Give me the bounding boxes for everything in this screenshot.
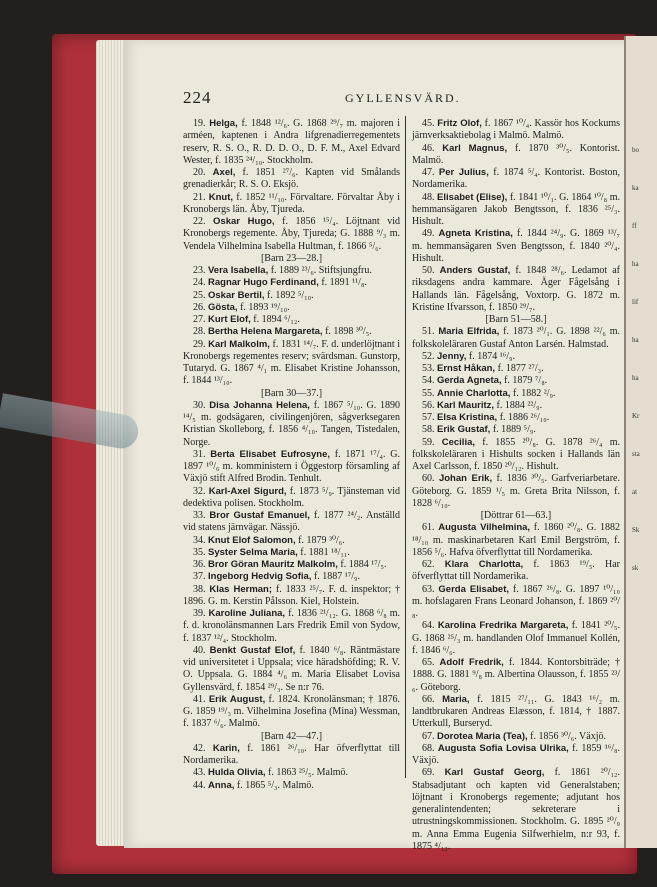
entry-name: Gerda Elisabet, <box>438 583 509 595</box>
entry-number: 26. <box>193 301 208 313</box>
entry-number: 52. <box>422 350 437 362</box>
entry-text: f. 1889 ²³/₆. Stiftsjungfru. <box>268 265 372 276</box>
entry-name: Kurt Elof, <box>208 314 251 325</box>
entry-name: Maria Elfrida, <box>438 326 500 338</box>
entry-number: 60. <box>422 473 439 485</box>
entry-number: 69. <box>422 767 445 779</box>
entry-number: 39. <box>193 608 209 619</box>
entry-number: 49. <box>422 228 439 240</box>
genealogy-entry <box>412 118 620 143</box>
entry-number: 19. <box>193 118 210 129</box>
entry-text: f. 1874 ¹⁶/₉. <box>466 350 515 362</box>
genealogy-entry <box>412 694 620 731</box>
entry-number: 41. <box>193 693 209 705</box>
genealogy-entry <box>183 780 400 792</box>
genealogy-entry <box>183 510 400 535</box>
genealogy-entry <box>412 731 620 743</box>
entry-text: f. 1824. Kronolänsman; † 1876. G. 1859 ¹⁹/₃ m. Vilhelmina Josefina (Mina) Wessman, f. 1837 ⁶/₆. Malmö. <box>183 693 400 730</box>
entry-name: Klas Herman; <box>209 583 273 595</box>
entry-name: Augusta Sofia Lovisa Ulrika, <box>437 742 569 754</box>
genealogy-entry <box>412 265 620 314</box>
entry-name: Karl Malkolm, <box>208 338 270 350</box>
entry-name: Karoline Juliana, <box>208 608 286 619</box>
genealogy-entry <box>183 277 400 289</box>
page-number: 224 <box>183 88 212 107</box>
entry-text: f. 1871 ¹⁷/₄. G. 1897 ¹⁰/₆ m. komministern i Öggestorp församling af Växjö stift Alfred Brodin. Tenhult. <box>183 448 400 485</box>
genealogy-entry <box>183 400 400 449</box>
entry-name: Jenny, <box>437 350 467 362</box>
entry-name: Karl Magnus, <box>442 142 508 154</box>
entry-number: 56. <box>422 399 437 411</box>
genealogy-entry <box>412 473 620 510</box>
entry-text: f. 1877 ²⁷/₃. <box>495 363 544 374</box>
entry-text: f. 1889 ⁵/₉. <box>490 424 536 436</box>
genealogy-entry <box>412 743 620 768</box>
running-head: GYLLENSVÄRD. <box>345 91 461 105</box>
genealogy-entry <box>183 645 400 694</box>
entry-number: 51. <box>422 326 439 338</box>
entry-number: 45. <box>422 118 438 129</box>
facing-page-text-fragment: ff <box>632 222 637 230</box>
genealogy-entry <box>412 143 620 168</box>
facing-page-text-fragment: ka <box>632 184 639 192</box>
entry-text: f. 1881 ¹⁸/₁₁. <box>297 546 350 558</box>
genealogy-entry <box>412 559 620 584</box>
entry-text: f. 1877 ²⁴/₂. Anställd vid statens järnvägar. Nässjö. <box>183 510 400 534</box>
entry-name: Gerda Agneta, <box>437 375 502 387</box>
entry-text: f. 1884 ¹⁷/₅. <box>337 559 387 570</box>
genealogy-entry <box>183 314 400 326</box>
right-column <box>412 118 621 852</box>
entry-name: Annie Charlotta, <box>437 387 511 399</box>
genealogy-entry <box>183 547 400 559</box>
facing-page-text-fragment: Sk <box>632 526 640 534</box>
entry-number: 32. <box>193 485 209 497</box>
entry-name: Berta Elisabet Eufrosyne, <box>210 448 330 460</box>
genealogy-entry <box>183 290 400 302</box>
entry-text: f. 1867 ⁵/₁₀. G. 1890 ¹⁴/₅ m. godsägaren, civilingenjören, sågverksegaren Kristian Skolleborg, f. 1856 ⁴/₁₀. Tangen, Tistedalen, Norge. <box>183 399 400 448</box>
facing-page-text-fragment: bo <box>632 146 639 154</box>
entry-number: 59. <box>422 436 442 448</box>
entry-text: f. 1873 ⁵/₉. Tjänsteman vid dedektiva polisen. Stockholm. <box>183 485 401 509</box>
genealogy-entry <box>183 767 400 779</box>
entry-name: Ragnar Hugo Ferdinand, <box>208 277 319 289</box>
entry-number: 50. <box>422 265 440 276</box>
entry-number: 55. <box>422 387 437 399</box>
entry-text: f. 1831 ¹⁴/₇. F. d. underlöjtnant i Kronobergs regementes reserv; svärdsman. Gunstorp, Tutaryd. G. 1867 ⁴/₁ m. Elisabet Kristine Johansson, f. 1844 ¹³/₁₀. <box>183 338 400 387</box>
entry-number: 65. <box>422 657 440 668</box>
entry-number: 62. <box>422 559 445 570</box>
children-range-marker: [Barn 42—47.] <box>260 730 323 742</box>
entry-name: Johan Erik, <box>438 473 493 485</box>
entry-text: f. 1873 ²⁰/₁. G. 1898 ²²/₆ m. folkskoleläraren Gustaf Anton Larsén. Halmstad. <box>412 326 620 350</box>
entry-text: f. 1833 ²⁵/₇. F. d. inspektor; † 1896. G. m. Kerstin Pålsson. Kiel, Holstein. <box>183 583 400 607</box>
genealogy-entry <box>183 192 400 217</box>
entry-name: Bertha Helena Margareta, <box>208 326 323 338</box>
entry-name: Karl Mauritz, <box>437 399 495 411</box>
entry-text: f. 1874 ⁵/₄. Kontorist. Boston, Nordamerika. <box>412 167 620 191</box>
entry-number: 47. <box>422 167 439 178</box>
genealogy-entry <box>412 620 620 657</box>
entry-text: f. 1844 ²⁴/₉. G. 1869 ¹³/₇ m. hemmansägaren Sven Bengtsson, f. 1840 ²⁰/₄. Hishult. <box>412 228 620 264</box>
entry-name: Augusta Vilhelmina, <box>438 522 531 534</box>
genealogy-entry <box>183 265 400 277</box>
entry-name: Dorotea Maria (Tea), <box>437 730 528 742</box>
entry-number: 44. <box>193 779 208 791</box>
facing-page-text-fragment: ha <box>632 260 639 268</box>
entry-number: 36. <box>193 559 208 570</box>
entry-name: Fritz Olof, <box>437 118 482 129</box>
entry-name: Maria, <box>442 693 470 705</box>
genealogy-entry <box>412 326 620 351</box>
entry-number: 34. <box>193 534 208 546</box>
entry-text: f. 1851 ²⁷/₆. Kapten vid Smålands grenadierkår; R. S. O. Eksjö. <box>183 167 401 191</box>
entry-name: Anders Gustaf, <box>439 265 511 276</box>
genealogy-entry <box>412 424 620 436</box>
entry-text: f. 1867 ¹⁰/₄. Kassör hos Kockums järnverksaktiebolag i Malmö. Malmö. <box>412 118 621 142</box>
genealogy-entry <box>412 192 620 229</box>
entry-number: 67. <box>422 730 437 742</box>
genealogy-entry <box>412 522 620 559</box>
column-divider <box>405 116 406 778</box>
facing-page-text-fragment: lif <box>632 298 639 306</box>
entry-text: f. 1848 ²⁸/₆. Ledamot af riksdagens andra kammare. Äger Fågelsång i Hallands län. Fågelsång, Voxtorp. G. 1872 m. Kristine Ifvarsson, f. 1850 ²⁹/₇. <box>412 265 620 313</box>
entry-name: Bror Göran Mauritz Malkolm, <box>208 559 338 570</box>
facing-page-text-fragment: ha <box>632 374 639 382</box>
entry-text: f. 1894 ⁶/₁₂. <box>250 314 300 325</box>
entry-number: 61. <box>422 522 439 534</box>
entry-name: Karolina Fredrika Margareta, <box>437 620 569 632</box>
genealogy-entry <box>412 167 620 192</box>
genealogy-entry <box>412 351 620 363</box>
facing-page-text-fragment: Kr <box>632 412 640 420</box>
entry-text: f. 1848 ¹²/₆. G. 1868 ²⁹/₇ m. majoren i arméen, kaptenen i Andra lifgrenadierregementets reserv, R. S. O., R. D. D. O., D. F. M., Axel Edvard Wester, f. 1835 ²⁴/₁₀. Stockholm. <box>183 118 401 166</box>
entry-text: f. 1898 ³⁰/₅. <box>322 326 372 338</box>
entry-number: 53. <box>422 363 437 374</box>
genealogy-entry <box>183 167 400 192</box>
entry-name: Karl Gustaf Georg, <box>444 767 545 779</box>
entry-text: f. 1870 ³⁰/₅. Kontorist. Malmö. <box>412 142 621 166</box>
page-header <box>183 88 613 110</box>
entry-number: 24. <box>193 277 208 289</box>
entry-name: Oskar Bertil, <box>208 289 265 301</box>
entry-number: 37. <box>193 571 208 583</box>
entry-number: 68. <box>422 742 438 754</box>
entry-number: 35. <box>193 546 208 558</box>
entry-text: f. 1893 ¹⁹/₁₀. <box>237 301 290 313</box>
entry-name: Agneta Kristina, <box>438 228 513 240</box>
genealogy-entry <box>183 449 400 486</box>
entry-text: f. 1859 ¹⁶/₈. Växjö. <box>412 742 620 766</box>
entry-name: Oskar Hugo, <box>213 216 275 227</box>
genealogy-entry <box>412 412 620 424</box>
entry-text: f. 1844. Kontorsbiträde; † 1888. G. 1881 ⁹/₈ m. Albertina Olausson, f. 1855 ²³/₆. Göteborg. <box>412 657 620 693</box>
entry-text: f. 1861 ²⁰/₁₂. Stabsadjutant och kapten vid Generalstaben; löjtnant i Kronobergs regemente; adjutant hos generalintendenten; sekreterare i utrustningskommissionen. Stockholm. G. 1895 ²⁰/₉ m. Anna Emma Eugenia Silfwerhielm, n:r 93, f. 1875 ⁴/₁₂. <box>412 767 620 852</box>
entry-name: Cecilia, <box>441 436 476 448</box>
entry-name: Vera Isabella, <box>208 265 269 276</box>
entry-number: 46. <box>422 142 443 154</box>
entry-text: f. 1863 ²⁵/₅. Malmö. <box>265 767 349 779</box>
genealogy-entry <box>183 571 400 583</box>
genealogy-entry <box>183 339 400 388</box>
entry-text: f. 1852 ¹¹/₁₀. Förvaltare. Förvaltar Åby i Kronobergs län. Åby, Tjureda. <box>183 191 401 215</box>
entry-name: Bror Gustaf Emanuel, <box>209 510 310 521</box>
genealogy-entry <box>183 694 400 731</box>
entry-text: f. 1867 ²⁶/₈. G. 1897 ¹⁰/₁₀ m. hofslagaren Frans Leonard Johanson, f. 1869 ²⁰/₈. <box>412 583 621 619</box>
entry-number: 29. <box>193 338 209 350</box>
entry-text: f. 1836 ³⁰/₅. Garfveriarbetare. Göteborg. G. 1859 ¹/₅ m. Greta Brita Nilsson, f. 1828 ⁶/₁₀. <box>412 473 620 509</box>
facing-page-edge <box>624 36 657 848</box>
entry-name: Elisabet (Elise), <box>437 191 508 203</box>
entry-text: f. 1856 ³⁰/₆. Växjö. <box>527 730 606 742</box>
genealogy-entry <box>412 767 620 853</box>
entry-name: Hulda Olivia, <box>208 767 266 779</box>
entry-name: Karl-Axel Sigurd, <box>208 485 287 497</box>
entry-name: Benkt Gustaf Elof, <box>209 644 296 656</box>
genealogy-entry <box>183 743 400 768</box>
entry-name: Per Julius, <box>438 167 489 178</box>
genealogy-entry <box>183 608 400 645</box>
entry-name: Knut, <box>208 191 234 203</box>
entry-name: Axel, <box>212 167 236 178</box>
entry-text: f. 1815 ²⁷/₁₁. G. 1843 ¹⁶/₂ m. landtbrukaren Andreas Elæsson, f. 1814, † 1887. Utterkull, Burseryd. <box>412 693 620 730</box>
entry-text: f. 1860 ²⁰/₈. G. 1882 ¹⁸/₁₀ m. maskinarbetaren Karl Emil Bergström, f. 1856 ⁵/₆. Hafva öfverflyttat till Nordamerika. <box>412 522 621 558</box>
entry-text: f. 1841 ²⁰/₅. G. 1868 ²⁵/₃ m. handlanden Olof Immanuel Kollén, f. 1846 ⁶/₆. <box>412 620 620 656</box>
entry-number: 28. <box>193 326 208 338</box>
genealogy-entry <box>412 657 620 694</box>
entry-text: f. 1879 ⁷/₈. <box>501 375 548 387</box>
entry-number: 30. <box>193 399 210 411</box>
genealogy-entry <box>183 326 400 338</box>
entry-text: f. 1884 ²²/₉. <box>494 399 543 411</box>
genealogy-entry <box>412 375 620 387</box>
entry-name: Karin, <box>212 742 240 754</box>
entry-number: 25. <box>193 289 208 301</box>
facing-page-text-fragment: sta <box>632 450 640 458</box>
entry-number: 31. <box>193 448 211 460</box>
entry-number: 20. <box>193 167 213 178</box>
entry-name: Knut Elof Salomon, <box>208 534 296 546</box>
entry-name: Erik August, <box>208 693 266 705</box>
genealogy-entry <box>183 535 400 547</box>
genealogy-entry <box>183 486 400 511</box>
left-column <box>183 118 401 791</box>
entry-name: Helga, <box>209 118 238 129</box>
entry-number: 22. <box>193 216 214 227</box>
entry-text: f. 1865 ⁵/₃. Malmö. <box>234 779 314 791</box>
entry-text: f. 1863 ¹⁹/₅. Har öfverflyttat till Nordamerika. <box>412 559 620 583</box>
entry-name: Ernst Håkan, <box>437 363 496 374</box>
entry-number: 33. <box>193 510 210 521</box>
facing-page-text-fragment: sk <box>632 564 639 572</box>
entry-number: 64. <box>422 620 438 632</box>
entry-name: Adolf Fredrik, <box>439 657 504 668</box>
entry-number: 63. <box>422 583 439 595</box>
entry-name: Syster Selma Maria, <box>208 546 298 558</box>
entry-number: 66. <box>422 693 443 705</box>
entry-number: 42. <box>193 742 213 754</box>
entry-text: f. 1855 ²⁰/₈. G. 1878 ²⁶/₄ m. folkskoleläraren i Hishults socken i Hallands län Axel Carlsson, f. 1850 ²⁰/₁₂. Hishult. <box>412 436 620 472</box>
children-range-marker: [Barn 51—58.] <box>485 314 547 325</box>
genealogy-entry <box>412 400 620 412</box>
entry-text: f. 1856 ¹⁵/₄. Löjtnant vid Kronobergs regemente. Åby, Tjureda; G. 1888 ⁹/₃ m. Vendela Vilhelmina Isabella Hultman, f. 1866 ⁵/₆. <box>183 216 400 252</box>
entry-number: 21. <box>193 191 209 203</box>
children-range-marker: [Barn 23—28.] <box>260 252 323 264</box>
entry-number: 23. <box>193 265 208 276</box>
entry-number: 48. <box>422 191 438 203</box>
children-range-marker: [Döttrar 61—63.] <box>480 510 552 521</box>
genealogy-entry <box>412 228 620 265</box>
entry-name: Disa Johanna Helena, <box>209 399 310 411</box>
entry-name: Ingeborg Hedvig Sofia, <box>208 571 312 583</box>
children-range-marker: [Barn 30—37.] <box>260 387 323 399</box>
facing-page-text-fragment: at <box>632 488 638 496</box>
entry-number: 27. <box>193 314 208 325</box>
entry-text: f. 1882 ²/₉. <box>510 387 556 399</box>
entry-number: 43. <box>193 767 208 779</box>
genealogy-entry <box>412 363 620 375</box>
entry-text: f. 1840 ⁶/₈. Räntmästare vid universitetet i Uppsala; vice häradshöfding; R. V. O. Uppsala. G. 1884 ⁴/₆ m. Maria Elisabet Lovisa Gyllensvärd, f. 1854 ²⁹/₃. Se n:r 76. <box>183 644 400 693</box>
entry-number: 40. <box>193 644 210 656</box>
entry-name: Erik Gustaf, <box>437 424 491 436</box>
entry-text: f. 1892 ⁵/₁₀. <box>264 289 314 301</box>
entry-number: 54. <box>422 375 437 387</box>
entry-text: f. 1891 ¹¹/₈. <box>318 277 367 289</box>
entry-text: f. 1836 ²¹/₁₂. G. 1868 ⁶/₈ m. f. d. kronolänsmannen Lars Fredrik Emil von Sydow, f. 1837 ¹²/₄. Stockholm. <box>183 608 400 644</box>
genealogy-entry <box>183 584 400 609</box>
entry-text: f. 1879 ³⁰/₆. <box>295 534 345 546</box>
entry-text: f. 1841 ¹⁰/₁. G. 1864 ¹⁰/₈ m. hemmansägaren Jakob Bengtsson, f. 1836 ²⁵/₃. Hishult. <box>412 191 620 227</box>
genealogy-entry <box>412 388 620 400</box>
entry-number: 57. <box>422 412 437 423</box>
entry-name: Anna, <box>208 779 235 791</box>
entry-text: f. 1861 ²⁶/₁₀. Har öfverflyttat till Nordamerika. <box>183 742 400 766</box>
entry-name: Gösta, <box>208 301 238 313</box>
entry-name: Klara Charlotta, <box>444 559 524 570</box>
genealogy-entry <box>183 559 400 571</box>
entry-number: 58. <box>422 424 437 436</box>
entry-name: Elsa Kristina, <box>437 412 498 423</box>
entry-text: f. 1886 ²⁶/₁₀. <box>497 412 550 423</box>
genealogy-entry <box>412 437 620 474</box>
facing-page-text-fragment: ha <box>632 336 639 344</box>
genealogy-entry <box>183 216 400 253</box>
genealogy-entry <box>183 118 400 167</box>
entry-number: 38. <box>193 583 210 595</box>
genealogy-entry <box>183 302 400 314</box>
entry-text: f. 1887 ¹⁷/₉. <box>311 571 361 583</box>
genealogy-entry <box>412 584 620 621</box>
